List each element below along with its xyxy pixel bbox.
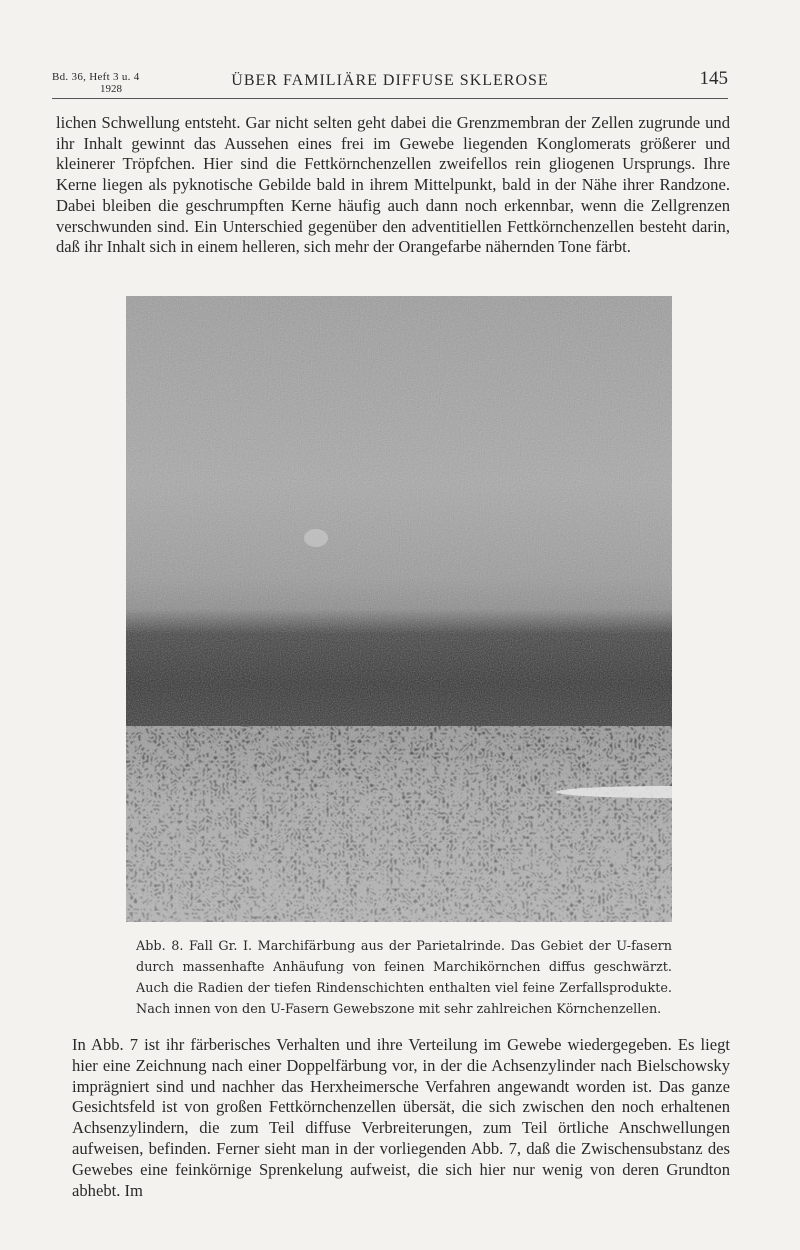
header-year: 1928 [100, 83, 122, 95]
page-number: 145 [699, 68, 728, 89]
header-title: ÜBER FAMILIÄRE DIFFUSE SKLEROSE [231, 72, 549, 89]
figure-caption: Abb. 8. Fall Gr. I. Marchifärbung aus der Parietalrinde. Das Gebiet der U-fasern durch massenhafte Anhäufung von feinen Marchikörnchen diffus geschwärzt. Auch die Radien der tiefen Rindenschichten enthalten viel feine Zerfallsprodukte. Nach innen von den U-Fasern Gewebszone mit sehr zahlreichen Körnchenzellen. [136, 939, 672, 1017]
body-paragraph-1: lichen Schwellung entsteht. Gar nicht selten geht dabei die Grenzmembran der Zellen zugrunde und ihr Inhalt gewinnt das Aussehen eines frei im Gewebe liegenden Konglomerats größerer und kleinerer Tröpfchen. Hier sind die Fettkörnchenzellen zweifellos rein gliogenen Ursprungs. Ihre Kerne liegen als pyknotische Gebilde bald in ihrem Mittelpunkt, bald in der Nähe ihrer Randzone. Dabei bleiben die geschrumpften Kerne häufig auch dann noch erkennbar, wenn die Zellgrenzen verschwunden sind. Ein Unterschied gegenüber den adventitiellen Fettkörnchenzellen besteht darin, daß ihr Inhalt sich in einem helleren, sich mehr der Orangefarbe nähernden Tone färbt. [56, 113, 730, 257]
micrograph-texture [126, 296, 672, 922]
running-header [52, 66, 728, 99]
micrograph-figure [126, 296, 672, 922]
body-paragraph-2: In Abb. 7 ist ihr färberisches Verhalten und ihre Verteilung im Gewebe wiedergegeben. Es liegt hier eine Zeichnung nach einer Doppelfärbung vor, in der die Achsenzylinder nach Bielschowsky imprägniert sind und nachher das Herxheimersche Verfahren angewandt worden ist. Das ganze Gesichtsfeld ist von großen Fettkörnchenzellen übersät, die sich zwischen den noch erhaltenen Achsenzylindern, die zum Teil diffuse Verbreiterungen, zum Teil örtliche Anschwellungen aufweisen, befinden. Ferner sieht man in der vorliegenden Abb. 7, daß die Zwischensubstanz des Gewebes eine feinkörnige Sprenkelung aufweist, die sich hier nur wenig von deren Grundton abhebt. Im [72, 1035, 730, 1200]
header-volume: Bd. 36, Heft 3 u. 4 [52, 71, 140, 83]
